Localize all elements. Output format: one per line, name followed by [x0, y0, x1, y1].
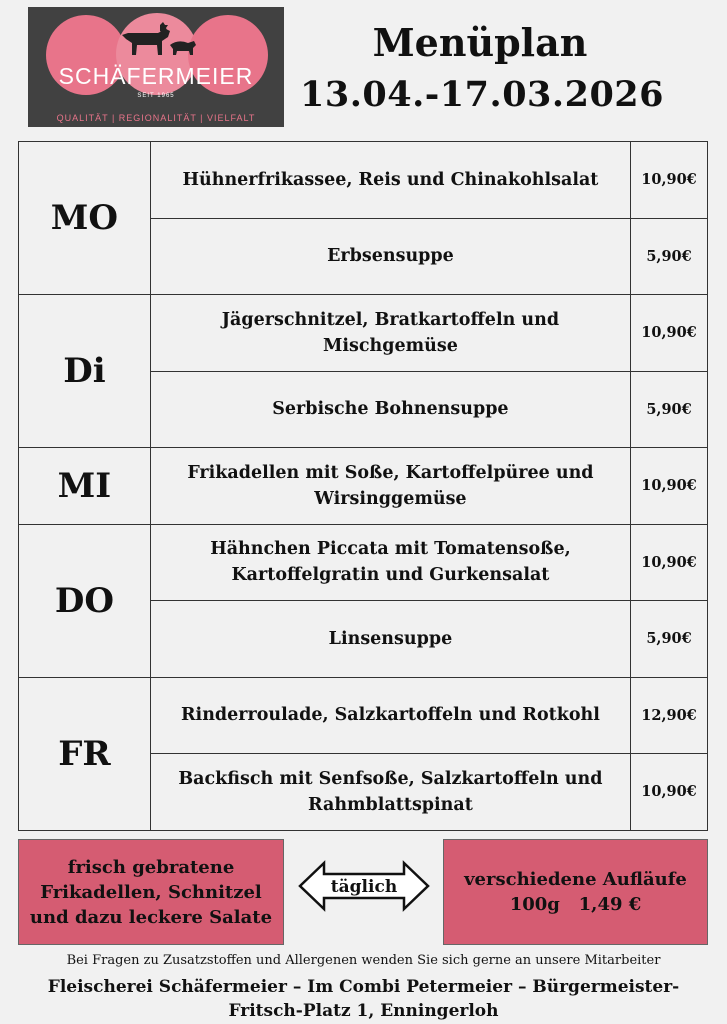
- dish-name: Backfisch mit Senfsoße, Salzkartoffeln und Rahmblattspinat: [150, 754, 630, 831]
- special-fried-box: [18, 839, 284, 945]
- day-label: MI: [19, 448, 151, 525]
- daily-label: täglich: [330, 877, 398, 897]
- dish-price: 10,90€: [631, 754, 708, 831]
- dish-name: Frikadellen mit Soße, Kartoffelpüree und Wirsinggemüse: [150, 448, 630, 525]
- page-title: Menüplan: [372, 20, 588, 65]
- menu-table: [18, 141, 708, 831]
- table-row: [19, 295, 708, 372]
- date-range: 13.04.-17.03.2026: [300, 74, 665, 115]
- dish-price: 10,90€: [631, 295, 708, 372]
- logo-brand-name: SCHÄFERMEIER: [58, 63, 254, 89]
- dish-name: Linsensuppe: [150, 601, 630, 678]
- special-fried-text: frisch gebratene Frikadellen, Schnitzel und dazu leckere Salate: [29, 856, 273, 928]
- day-label: Di: [19, 295, 151, 448]
- logo-since: SEIT 1965: [137, 93, 175, 99]
- logo-tagline: QUALITÄT | REGIONALITÄT | VIELFALT: [56, 113, 256, 123]
- day-label: FR: [19, 677, 151, 830]
- table-row: [19, 677, 708, 754]
- dish-name: Rinderroulade, Salzkartoffeln und Rotkohl: [150, 677, 630, 754]
- special-casserole-title: verschiedene Aufläufe: [464, 869, 687, 890]
- dish-price: 5,90€: [631, 601, 708, 678]
- day-label: MO: [19, 142, 151, 295]
- dish-price: 5,90€: [631, 218, 708, 295]
- table-row: [19, 448, 708, 525]
- dish-name: Hühnerfrikassee, Reis und Chinakohlsalat: [150, 142, 630, 219]
- dish-price: 12,90€: [631, 677, 708, 754]
- dish-price: 10,90€: [631, 524, 708, 601]
- dish-price: 10,90€: [631, 448, 708, 525]
- allergen-note: Bei Fragen zu Zusatzstoffen und Allergenen wenden Sie sich gerne an unsere Mitarbeiter: [66, 953, 661, 968]
- table-row: [19, 524, 708, 601]
- table-row: [19, 142, 708, 219]
- cow-pig-rooster-icon: [120, 21, 200, 61]
- dish-price: 5,90€: [631, 371, 708, 448]
- brand-logo: [28, 7, 284, 127]
- day-label: DO: [19, 524, 151, 677]
- footer-address: Fleischerei Schäfermeier – Im Combi Petermeier – Bürgermeister-Fritsch-Platz 1, Enningerloh: [47, 977, 680, 1021]
- dish-name: Erbsensuppe: [150, 218, 630, 295]
- dish-name: Jägerschnitzel, Bratkartoffeln und Mischgemüse: [150, 295, 630, 372]
- dish-name: Hähnchen Piccata mit Tomatensoße, Kartoffelgratin und Gurkensalat: [150, 524, 630, 601]
- dish-name: Serbische Bohnensuppe: [150, 371, 630, 448]
- special-casserole-price: 100g 1,49 €: [509, 894, 642, 915]
- special-casserole-box: [443, 839, 708, 945]
- dish-price: 10,90€: [631, 142, 708, 219]
